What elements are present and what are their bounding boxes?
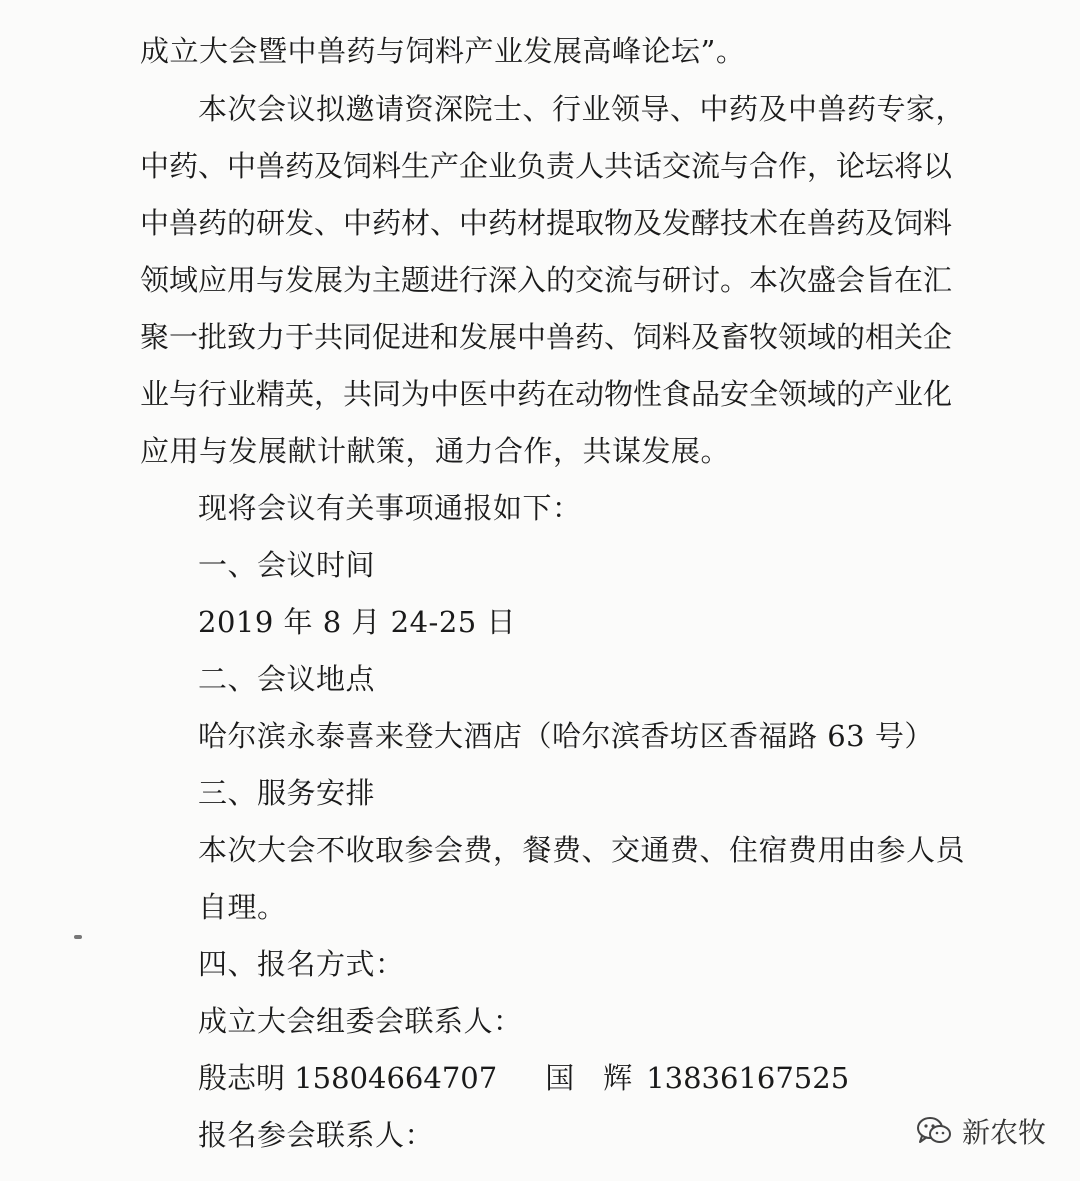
text-line-7: 业与行业精英，共同为中医中药在动物性食品安全领域的产业化 — [140, 377, 953, 411]
contact-person-1: 殷志明 15804664707 — [198, 1061, 498, 1095]
committee-contact-label: 成立大会组委会联系人： — [198, 1004, 523, 1038]
section-heading-registration: 四、报名方式： — [198, 947, 405, 981]
section-heading-service: 三、服务安排 — [198, 776, 376, 810]
paragraph-end: 应用与发展献计献策，通力合作，共谋发展。 — [140, 434, 731, 468]
meeting-date: 2019 年 8 月 24-25 日 — [198, 605, 516, 639]
contact-row — [198, 1058, 849, 1098]
registration-contact-label: 报名参会联系人： — [198, 1118, 435, 1152]
contact-person-2-name: 国 辉 — [545, 1061, 633, 1095]
text-line-1: 成立大会暨中兽药与饲料产业发展高峰论坛”。 — [140, 34, 746, 68]
text-line-3: 中药、中兽药及饲料生产企业负责人共话交流与合作，论坛将以 — [140, 149, 953, 183]
watermark — [916, 1111, 1046, 1151]
wechat-icon — [916, 1115, 952, 1147]
section-heading-time: 一、会议时间 — [198, 548, 376, 582]
text-line-6: 聚一批致力于共同促进和发展中兽药、饲料及畜牧领域的相关企 — [140, 320, 953, 354]
contact-person-2-phone: 13836167525 — [646, 1061, 850, 1095]
paragraph-start: 本次会议拟邀请资深院士、行业领导、中药及中兽药专家， — [198, 92, 966, 126]
watermark-label: 新农牧 — [961, 1116, 1046, 1149]
notice-intro: 现将会议有关事项通报如下： — [198, 491, 582, 525]
service-text-end: 自理。 — [198, 890, 287, 924]
text-line-5: 领域应用与发展为主题进行深入的交流与研讨。本次盛会旨在汇 — [140, 263, 953, 297]
text-line-4: 中兽药的研发、中药材、中药材提取物及发酵技术在兽药及饲料 — [140, 206, 953, 240]
scan-mark — [74, 935, 82, 939]
service-text: 本次大会不收取参会费，餐费、交通费、住宿费用由参人员 — [198, 833, 966, 867]
meeting-location: 哈尔滨永泰喜来登大酒店（哈尔滨香坊区香福路 63 号） — [198, 719, 934, 753]
section-heading-location: 二、会议地点 — [198, 662, 376, 696]
